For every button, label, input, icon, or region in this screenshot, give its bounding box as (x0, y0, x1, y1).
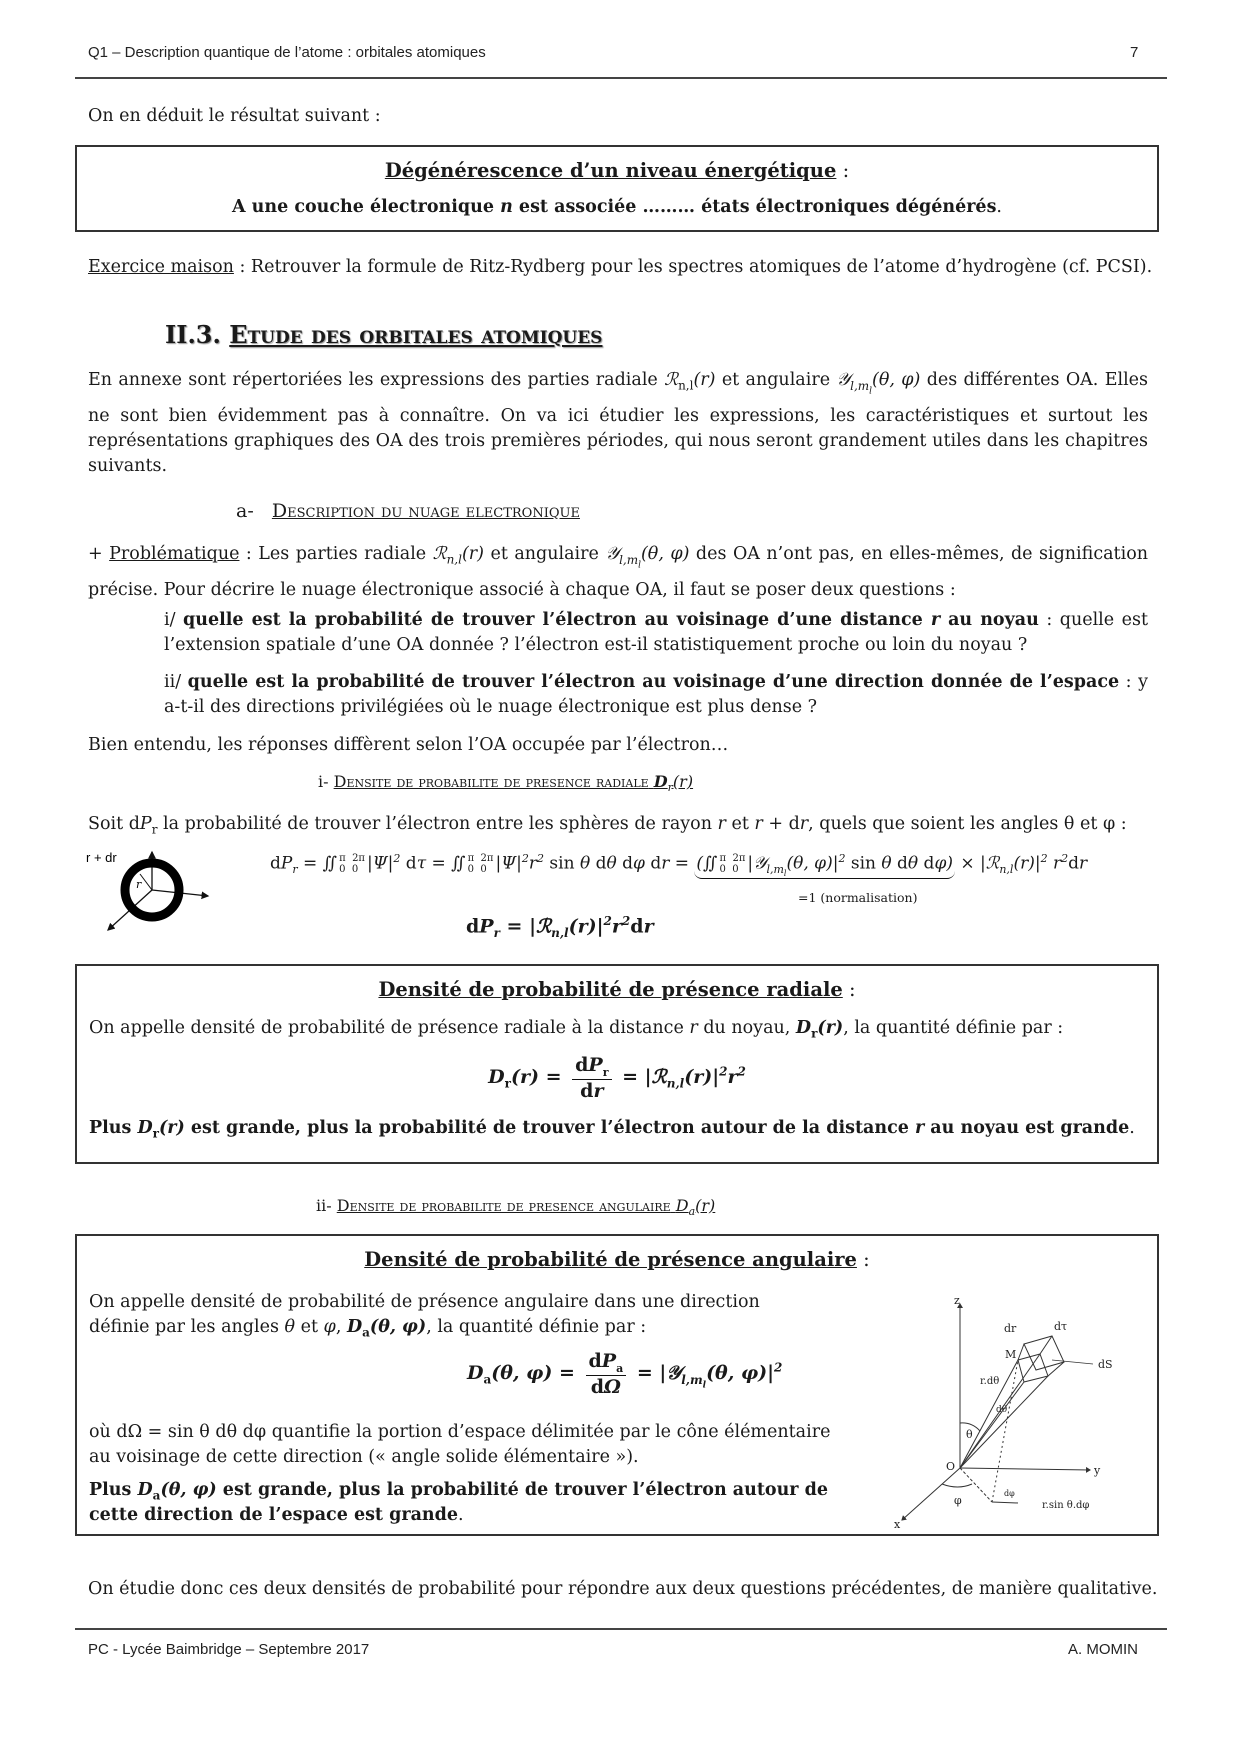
rd-line1-arg: (r) (817, 1018, 844, 1038)
angular-density-equation: $D_a(\theta$, φ) = $\frac{dP_a}{d\Omega}$ = |𝒴$_{l,m_l}$(θ, $\varphi)|^2$ (467, 1350, 783, 1398)
ad-concl-c: cette direction de l’espace est grande (89, 1505, 458, 1525)
subsub-ii-arg: (r) (695, 1196, 716, 1215)
subsub-i-heading (318, 772, 693, 794)
ad-line2-c: , (335, 1317, 347, 1337)
q1-prefix: i/ (164, 610, 184, 630)
subsub-i-sub: r (667, 781, 673, 795)
axis-y (960, 1468, 1090, 1470)
sp-y-subsub: l (869, 385, 873, 396)
sp-r-sym: ℛ (664, 370, 679, 390)
label-O: O (946, 1460, 956, 1473)
exercise-label: Exercice maison (88, 257, 234, 277)
projection-arc (992, 1502, 1018, 1503)
sp-y-arg: (θ, φ) (872, 370, 921, 390)
cone-edge-2 (960, 1382, 1024, 1468)
rd-concl-dot: . (1129, 1118, 1135, 1138)
problematique-bullet: + (88, 544, 110, 564)
label-M: M (1005, 1348, 1017, 1361)
rd-line1-sym: D (795, 1018, 812, 1038)
subsub-i-sym: D (653, 772, 668, 791)
exercise-line (88, 255, 1152, 280)
rd-line1-sub: r (811, 1026, 818, 1041)
ad-concl-sub: a (152, 1488, 161, 1503)
solid-angle-diagram (872, 1298, 1142, 1530)
subsection-a-title: Description du nuage electronique (271, 500, 580, 522)
label-theta: θ (966, 1428, 973, 1441)
label-rdtheta: r.dθ (980, 1376, 1000, 1387)
rd-concl-sym: D (137, 1118, 153, 1138)
q1-bold: quelle est la probabilité de trouver l’électron au voisinage d’une distance (183, 610, 931, 630)
soit-r3: r (799, 814, 809, 834)
rd-line1-c: , la quantité définie par : (843, 1018, 1064, 1038)
angular-density-line1: On appelle densité de probabilité de présence angulaire dans une direction (89, 1292, 760, 1312)
subsub-ii-sym: D (675, 1196, 689, 1215)
rd-concl-r: r (914, 1118, 925, 1138)
soit-d: + d (762, 814, 800, 834)
section-heading (165, 320, 602, 349)
soit-P: P (139, 814, 152, 834)
angular-density-line2 (89, 1315, 646, 1346)
subsub-ii-label: ii- (316, 1196, 332, 1215)
closing-line: On étudie donc ces deux densités de probabilité pour répondre aux deux questions précédentes, de manière qualitative. (88, 1579, 1158, 1599)
angular-density-where-a: où dΩ = sin θ dθ dφ quantifie la portion d’espace délimitée par le cône élémentaire (89, 1422, 831, 1442)
rd-line1-b: du noyau, (697, 1018, 796, 1038)
degeneracy-title: Dégénérescence d’un niveau énergétique (384, 159, 837, 182)
ad-line2-sub: a (362, 1325, 370, 1340)
q2-prefix: ii/ (164, 672, 188, 692)
soit-r1: r (717, 814, 726, 834)
label-y: y (1094, 1464, 1101, 1477)
shell-label-rdr: r + dr (86, 850, 117, 865)
ad-line2-a: définie par les angles (89, 1317, 285, 1337)
problematique-text2: et angulaire (484, 544, 606, 564)
subsub-ii-title: Densite de probabilite de presence angulaire (336, 1196, 671, 1215)
angular-density-where-b: au voisinage de cette direction (« angle solide élémentaire »). (89, 1447, 639, 1467)
subsub-ii-heading (316, 1196, 715, 1218)
label-dphi: dφ (1004, 1489, 1015, 1498)
dr-segment-1 (1018, 1344, 1024, 1360)
ad-line2-sym: D (346, 1317, 363, 1337)
section-number: II.3. (165, 320, 221, 349)
q2-bold: quelle est la probabilité de trouver l’électron au voisinage d’une direction donnée de l’espace (187, 672, 1120, 692)
radial-density-conclusion (89, 1116, 1135, 1147)
page-number: 7 (1130, 44, 1139, 61)
ad-concl-arg: (θ, φ) (160, 1480, 217, 1500)
label-x: x (894, 1518, 901, 1530)
soit-c: et (725, 814, 755, 834)
degeneracy-box (75, 145, 1159, 232)
sp-y-sym: 𝒴 (836, 370, 851, 390)
radial-density-title: Densité de probabilité de présence radiale (378, 978, 843, 1001)
degeneracy-title-line (77, 159, 1157, 182)
angular-density-title: Densité de probabilité de présence angulaire (364, 1248, 857, 1271)
angular-density-colon: : (856, 1248, 870, 1271)
rd-concl-a: Plus (89, 1118, 138, 1138)
radial-density-title-line (77, 978, 1157, 1001)
label-phi: φ (954, 1494, 962, 1507)
exercise-text: : Retrouver la formule de Ritz-Rydberg pour les spectres atomiques de l’atome d’hydrogène (cf. PCSI). (233, 257, 1153, 277)
angular-density-box (75, 1234, 1159, 1536)
radial-probability-result: $dP_r$ = $|ℛ_{n,l}(r)|^2r^2dr$ (466, 914, 654, 941)
footer-right: A. MOMIN (1068, 1641, 1138, 1658)
soit-b: la probabilité de trouver l’électron entre les sphères de rayon (157, 814, 718, 834)
q1-rest: : quelle est l’extension spatiale d’une OA donnée ? l’électron est-il statistiquement proche ou loin du noyau ? (164, 610, 1149, 655)
soit-line (88, 812, 1127, 843)
ad-line2-phi: φ (323, 1317, 336, 1337)
rd-line1-a: On appelle densité de probabilité de présence radiale à la distance (89, 1018, 690, 1038)
sp-part3: des différentes OA. Elles ne sont bien évidemment pas à connaître. On va ici étudier les expressions, les caractéristiques et surtout les représentations graphiques des OA des trois premières périodes, qui nous seront grandement utiles dans les chapitres suivants. (88, 370, 1148, 476)
footer-left: PC - Lycée Baimbridge – Septembre 2017 (88, 1641, 370, 1658)
soit-e: , quels que soient les angles θ et φ : (808, 814, 1127, 834)
header-rule (75, 77, 1167, 79)
subsub-ii-sub: a (688, 1205, 696, 1219)
radial-density-colon: : (842, 978, 856, 1001)
section-title: Etude des orbitales atomiques (229, 320, 603, 349)
degeneracy-body-b: est associée ……… états électroniques dégénérés (512, 197, 997, 217)
label-dS: dS (1098, 1358, 1113, 1371)
ad-concl-a: Plus (89, 1480, 138, 1500)
rd-line1-r: r (689, 1018, 698, 1038)
projection-line (960, 1468, 992, 1502)
ad-line2-d: , la quantité définie par : (426, 1317, 647, 1337)
ad-concl-dot: . (458, 1505, 464, 1525)
rd-concl-sub: r (152, 1126, 159, 1141)
rd-concl-b: est grande, plus la probabilité de trouver l’électron autour de la distance (184, 1118, 915, 1138)
rd-concl-arg: (r) (159, 1118, 185, 1138)
footer-rule (75, 1628, 1167, 1630)
label-dr: dr (1004, 1322, 1017, 1335)
label-z: z (954, 1298, 960, 1307)
rd-concl-c: au noyau est grande (924, 1118, 1130, 1138)
shell-diagram (86, 848, 216, 938)
degeneracy-body-a: A une couche électronique (232, 197, 501, 217)
subsub-i-arg: (r) (672, 772, 694, 791)
ad-line2-theta: θ (284, 1317, 296, 1337)
sp-r-sub: n,l (678, 378, 694, 393)
radial-density-equation: $D_r(r)$ = $\frac{dP_r}{dr}$ = $|ℛ_{n,l}(r)|^2r^2$ (488, 1054, 746, 1102)
phi-arc (942, 1484, 972, 1487)
subsub-i-title: Densite de probabilite de presence radiale (333, 772, 649, 791)
normalisation-note: =1 (normalisation) (798, 890, 918, 905)
q1-r: r (930, 610, 941, 630)
degeneracy-body (77, 197, 1157, 217)
degeneracy-n: n (500, 197, 513, 217)
shell-label-r: r (136, 878, 142, 891)
degeneracy-title-colon: : (836, 159, 850, 182)
subsection-a-label: a- (236, 500, 254, 522)
degeneracy-dot: . (996, 197, 1002, 217)
axis-x (902, 1468, 960, 1520)
soit-a: Soit d (88, 814, 140, 834)
q2-rest: : y a-t-il des directions privilégiées où le nuage électronique est plus dense ? (164, 672, 1148, 717)
question-1 (164, 608, 1148, 658)
question-2 (164, 670, 1148, 720)
label-dtheta: dθ (996, 1405, 1008, 1415)
problematique-paragraph: + Problématique : Les parties radiale ℛ$_{n,l}$(r) et angulaire 𝒴$_{l,m_l}$(θ, φ) des OA n’ont pas, en elles-mêmes, de signification précise. Pour décrire le nuage électronique associé à chaque OA, il faut se poser deux questions : (88, 544, 1148, 600)
angular-density-title-line (77, 1248, 1157, 1271)
radial-probability-equation: $dP_r$ = ∬ π 2π 0 0 $|\Psi|^2$ dτ = ∬ π 2π 0 0 $|\Psi|^2r^2$ sin θ dθ dφ dr = (∬ π 2π 0 0 |𝒴$_{l,m_l}$(θ, $\varphi)|^2$ sin θ dθ $d\varphi) \times |ℛ_{n,l}(r)|^2$ $r^2dr$ (270, 852, 1088, 879)
ad-line2-arg: (θ, φ) (369, 1317, 427, 1337)
problematique-label: Problématique (109, 544, 240, 564)
radial-density-box (75, 964, 1159, 1164)
sp-part2: et angulaire (715, 370, 837, 390)
sp-r-arg: (r) (693, 370, 716, 390)
subsub-i-label: i- (318, 772, 329, 791)
q1-bold2: au noyau (940, 610, 1039, 630)
intro-line: On en déduit le résultat suivant : (88, 106, 381, 126)
shell-radius (140, 874, 152, 890)
ad-line2-b: et (295, 1317, 324, 1337)
problematique-text3: des OA n’ont pas, en elles-mêmes, de signification précise. Pour décrire le nuage électronique associé à chaque OA, il faut se poser deux questions : (88, 544, 1148, 600)
angular-density-conclusion-b (89, 1503, 464, 1528)
radial-density-definition (89, 1016, 1063, 1047)
soit-r2: r (754, 814, 763, 834)
subsection-a-heading (236, 500, 580, 522)
label-dtau: dτ (1054, 1320, 1068, 1333)
ad-concl-b: est grande, plus la probabilité de trouver l’électron autour de (216, 1480, 828, 1500)
answer-line: Bien entendu, les réponses diffèrent selon l’OA occupée par l’électron… (88, 735, 729, 755)
sp-y-sub: l,m (850, 378, 870, 393)
ad-concl-sym: D (137, 1480, 153, 1500)
problematique-text1: : Les parties radiale (239, 544, 433, 564)
cone-edge-3 (960, 1376, 1048, 1468)
header-title: Q1 – Description quantique de l’atome : orbitales atomiques (88, 44, 486, 61)
sp-part1: En annexe sont répertoriées les expressions des parties radiale (88, 370, 665, 390)
soit-sub: r (151, 822, 158, 837)
label-rsin: r.sin θ.dφ (1042, 1500, 1090, 1511)
section-paragraph (88, 368, 1148, 479)
